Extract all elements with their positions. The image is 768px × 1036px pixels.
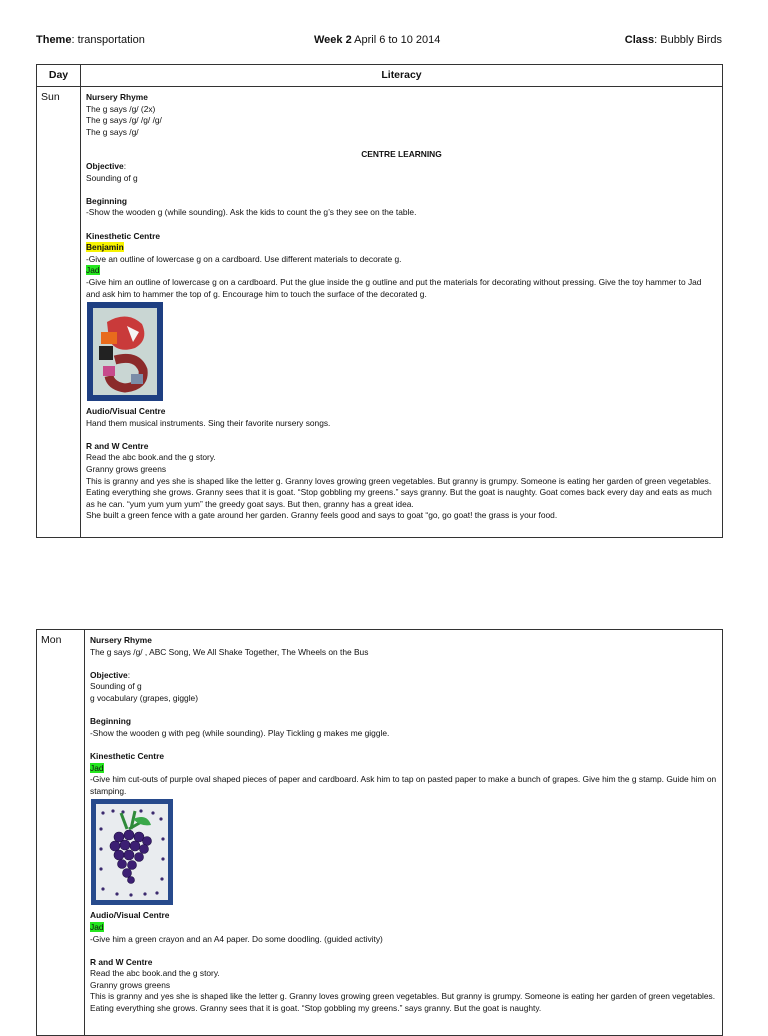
sunday-table xyxy=(36,64,723,538)
student-name-jad: Jad xyxy=(90,762,104,773)
audio-visual-heading: Audio/Visual Centre xyxy=(90,910,170,921)
nursery-rhyme-heading: Nursery Rhyme xyxy=(86,92,148,102)
student-name-jad: Jad xyxy=(86,265,100,276)
benjamin-instruction: -Give an outline of lowercase g on a cardboard. Use different materials to decorate g. xyxy=(86,253,402,264)
class-header xyxy=(625,34,722,46)
theme-header xyxy=(36,34,145,46)
r-and-w-line: Read the abc book.and the g story. xyxy=(86,452,216,463)
table-header-row xyxy=(37,65,723,87)
nursery-line: The g says /g/ /g/ /g/ xyxy=(86,115,162,126)
objective-heading: Objective xyxy=(86,160,124,171)
week-label: Week 2 xyxy=(314,34,352,46)
theme-value: : transportation xyxy=(71,34,145,46)
day-cell: Sun xyxy=(37,87,81,538)
grapes-craft-photo xyxy=(91,799,173,905)
r-and-w-heading: R and W Centre xyxy=(86,440,149,451)
objective-line: g vocabulary (grapes, giggle) xyxy=(90,692,199,703)
audio-visual-heading: Audio/Visual Centre xyxy=(86,406,166,417)
week-value: April 6 to 10 2014 xyxy=(351,34,441,46)
centre-learning-heading: CENTRE LEARNING xyxy=(361,149,442,160)
monday-table xyxy=(36,629,723,1036)
day-cell: Mon xyxy=(37,630,85,1036)
literacy-cell xyxy=(85,630,723,1036)
literacy-cell xyxy=(81,87,723,538)
objective-heading: Objective xyxy=(90,669,128,680)
decorated-g-illustration xyxy=(87,302,163,401)
objective-colon: : xyxy=(123,160,127,171)
r-and-w-line: Granny grows greens xyxy=(90,979,171,990)
beginning-text: -Show the wooden g (while sounding). Ask the kids to count the g’s they see on the table. xyxy=(86,207,417,218)
jad-instruction: -Give him cut-outs of purple oval shaped pieces of paper and cardboard. Ask him to tap on pasted paper to make a bunch of grapes. Give him the g stamp. Guide him on stamping. xyxy=(90,774,717,796)
nursery-line: The g says /g/ (2x) xyxy=(86,103,156,114)
kinesthetic-heading: Kinesthetic Centre xyxy=(90,750,164,761)
class-label: Class xyxy=(624,34,655,46)
audio-visual-text: Hand them musical instruments. Sing their favorite nursery songs. xyxy=(86,417,331,428)
av-student-name-jad: Jad xyxy=(90,921,104,932)
r-and-w-heading: R and W Centre xyxy=(90,956,153,967)
r-and-w-line: This is granny and yes she is shaped like the letter g. Granny loves growing green vegetables. But granny is grumpy. Someone is eating her garden of green vegetables. Eating everything she grows. Granny sees that it is goat. “Stop gobbling my greens.” says granny. But the goat is naughty. xyxy=(90,991,716,1014)
nursery-text: The g says /g/ , ABC Song, We All Shake Together, The Wheels on the Bus xyxy=(90,646,369,657)
r-and-w-line: Granny grows greens xyxy=(86,464,167,475)
objective-colon: : xyxy=(127,669,131,680)
r-and-w-line: This is granny and yes she is shaped like the letter g. Granny loves growing green vegetables. But granny is grumpy. Someone is eating her garden of green vegetables. Eating everything she grows. Granny sees that it is goat. “Stop gobbling my greens.” says granny. But the goat is naughty. Goat comes back every day and eats as much as he can. “yum yum yum yum” the greedy goat says. But then, granny has a great idea. xyxy=(86,475,712,509)
nursery-line: The g says /g/ xyxy=(86,126,139,137)
literacy-column-header: Literacy xyxy=(81,65,723,87)
jad-instruction: -Give him an outline of lowercase g on a cardboard. Put the glue inside the g outline and put the materials for decorating without pressing. Give the toy hammer to Jad and ask him to hammer the top of g. Encourage him to touch the surface of the decorated g. xyxy=(86,276,702,299)
nursery-rhyme-heading: Nursery Rhyme xyxy=(90,635,152,645)
beginning-heading: Beginning xyxy=(86,195,127,206)
decorated-g-photo xyxy=(87,302,163,401)
objective-line: Sounding of g xyxy=(90,681,142,692)
r-and-w-line: She built a green fence with a gate around her garden. Granny feels good and says to goat “go, go goat! the grass is your food. xyxy=(86,510,558,521)
table-row xyxy=(37,630,723,1036)
audio-visual-text: -Give him a green crayon and an A4 paper. Do some doodling. (guided activity) xyxy=(90,933,383,944)
week-header xyxy=(314,34,440,46)
kinesthetic-heading: Kinesthetic Centre xyxy=(86,230,160,241)
day-column-header: Day xyxy=(37,65,81,87)
table-row xyxy=(37,87,723,538)
beginning-heading: Beginning xyxy=(90,716,131,727)
theme-label: Theme xyxy=(36,34,72,46)
class-value: : Bubbly Birds xyxy=(654,34,722,46)
student-name-benjamin: Benjamin xyxy=(86,242,124,253)
beginning-text: -Show the wooden g with peg (while sounding). Play Tickling g makes me giggle. xyxy=(90,727,390,738)
r-and-w-line: Read the abc book.and the g story. xyxy=(90,968,220,979)
objective-text: Sounding of g xyxy=(86,172,138,183)
grapes-craft-illustration xyxy=(91,799,173,905)
